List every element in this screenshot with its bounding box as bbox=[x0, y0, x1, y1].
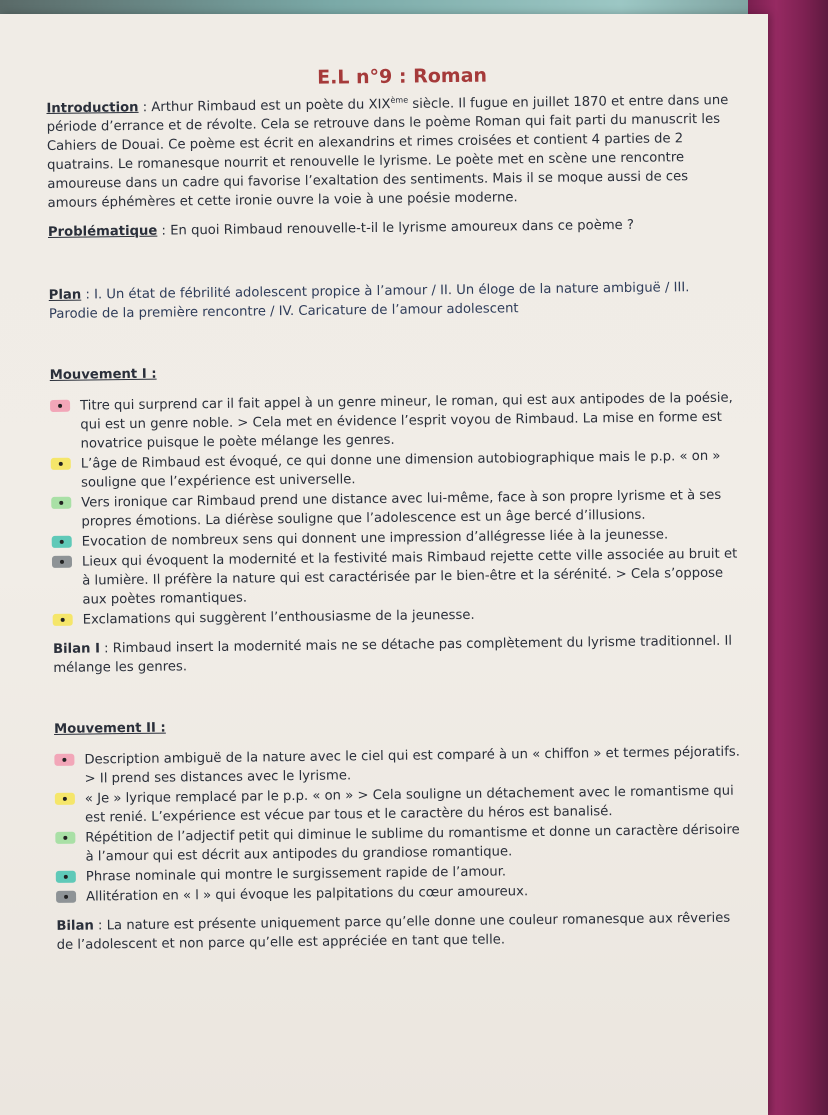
highlight-dot-icon bbox=[56, 871, 76, 883]
highlight-dot-icon bbox=[52, 536, 72, 548]
plan-label: Plan bbox=[48, 287, 82, 304]
introduction-label: Introduction bbox=[46, 100, 139, 117]
problematique-label: Problématique bbox=[47, 224, 158, 241]
highlight-dot-icon bbox=[55, 793, 75, 805]
document-content bbox=[46, 64, 749, 956]
problematique-text: : En quoi Rimbaud renouvelle-t-il le lyrisme amoureux dans ce poème ? bbox=[157, 218, 635, 240]
highlight-dot-icon bbox=[51, 497, 71, 509]
bullet-text: Phrase nominale qui montre le surgissement rapide de l’amour. bbox=[85, 864, 507, 885]
highlight-dot-icon bbox=[54, 754, 74, 766]
bilan1-text: : Rimbaud insert la modernité mais ne se détache pas complètement du lyrisme traditionnel. Il mélange les genres. bbox=[53, 634, 733, 677]
bullet-item bbox=[50, 389, 743, 454]
bullet-item bbox=[52, 545, 745, 610]
page-title: E.L n°9 : Roman bbox=[317, 64, 488, 89]
problematique-paragraph bbox=[48, 215, 740, 242]
document-page bbox=[0, 14, 768, 1115]
highlight-dot-icon bbox=[51, 458, 71, 470]
introduction-text-end: siècle. Il fugue en juillet 1870 et entre dans une période d’errance et de révolte. Cela se retrouve dans le poème Roman qui fait parti du manuscrit les Cahiers de Douai. Ce poème est écrit en alexandrins et rimes croisées et contient 4 parties de 2 quatrains. Le romanesque nourrit et renouvelle le lyrisme. Le poète met en scène une rencontre amoureuse dans un cadre qui favorise l’exaltation des sentiments. Mais il se moque aussi de ces amours éphémères et cette ironie ouvre la voie à une poésie moderne. bbox=[46, 93, 729, 212]
mouvement2-bilan bbox=[56, 909, 748, 955]
bullet-text: « Je » lyrique remplacé par le p.p. « on » > Cela souligne un détachement avec le romantisme qui est renié. L’expérience est vécue par tous et le caractère du héros est banalisé. bbox=[84, 784, 734, 826]
mouvement2-list bbox=[54, 743, 748, 907]
bilan2-label: Bilan bbox=[56, 918, 94, 935]
bullet-text: Titre qui surprend car il fait appel à un genre mineur, le roman, qui est aux antipodes de la poésie, qui est un genre noble. > Cela met en évidence l’esprit voyou de Rimbaud. La mise en forme est novatrice puisque le poète mélange les genres. bbox=[79, 391, 733, 452]
bullet-text: Exclamations qui suggèrent l’enthousiasme de la jeunesse. bbox=[82, 608, 475, 628]
bilan2-text: : La nature est présente uniquement parce qu’elle donne une couleur romanesque aux rêveries de l’adolescent et non parce qu’elle est appréciée en tant que telle. bbox=[56, 911, 731, 954]
bullet-text: Evocation de nombreux sens qui donnent une impression d’allégresse liée à la jeunesse. bbox=[81, 527, 669, 550]
introduction-text-start: : Arthur Rimbaud est un poète du XIX bbox=[138, 97, 391, 116]
plan-text: : I. Un état de fébrilité adolescent propice à l’amour / II. Un éloge de la nature ambiguë / III. Parodie de la première rencontre / IV. Caricature de l’amour adolescent bbox=[48, 280, 690, 323]
bilan1-label: Bilan I bbox=[52, 641, 101, 658]
century-superscript: ème bbox=[390, 95, 409, 105]
highlight-dot-icon bbox=[53, 614, 73, 626]
mouvement1-list bbox=[50, 389, 745, 630]
highlight-dot-icon bbox=[50, 400, 70, 412]
highlight-dot-icon bbox=[56, 891, 76, 903]
bullet-text: L’âge de Rimbaud est évoqué, ce qui donne une dimension autobiographique mais le p.p. « on » souligne que l’expérience est universelle. bbox=[80, 449, 721, 491]
bullet-text: Vers ironique car Rimbaud prend une distance avec lui-même, face à son propre lyrisme et à ses propres émotions. La diérèse souligne que l’adolescence est un âge bercé d’illusions. bbox=[81, 488, 722, 530]
highlight-dot-icon bbox=[55, 832, 75, 844]
plan-paragraph bbox=[49, 278, 741, 324]
bullet-text: Lieux qui évoquent la modernité et la festivité mais Rimbaud rejette cette ville associée au bruit et à lumière. Il préfère la nature qui est caractérisée par le bien-être et la sérénité. > Cela s’oppose aux poètes romantiques. bbox=[81, 546, 738, 608]
introduction-paragraph bbox=[46, 87, 739, 214]
bullet-text: Description ambiguë de la nature avec le ciel qui est comparé à un « chiffon » et termes péjoratifs. > Il prend ses distances avec le lyrisme. bbox=[84, 744, 740, 787]
highlight-dot-icon bbox=[52, 556, 72, 568]
bullet-text: Répétition de l’adjectif petit qui diminue le sublime du romantisme et donne un caractère dérisoire à l’amour qui est décrit aux antipodes du grandiose romantique. bbox=[85, 822, 740, 865]
mouvement1-title: Mouvement I : bbox=[49, 367, 157, 384]
bullet-text: Allitération en « l » qui évoque les palpitations du cœur amoureux. bbox=[85, 884, 529, 905]
mouvement2-title: Mouvement II : bbox=[53, 720, 166, 738]
